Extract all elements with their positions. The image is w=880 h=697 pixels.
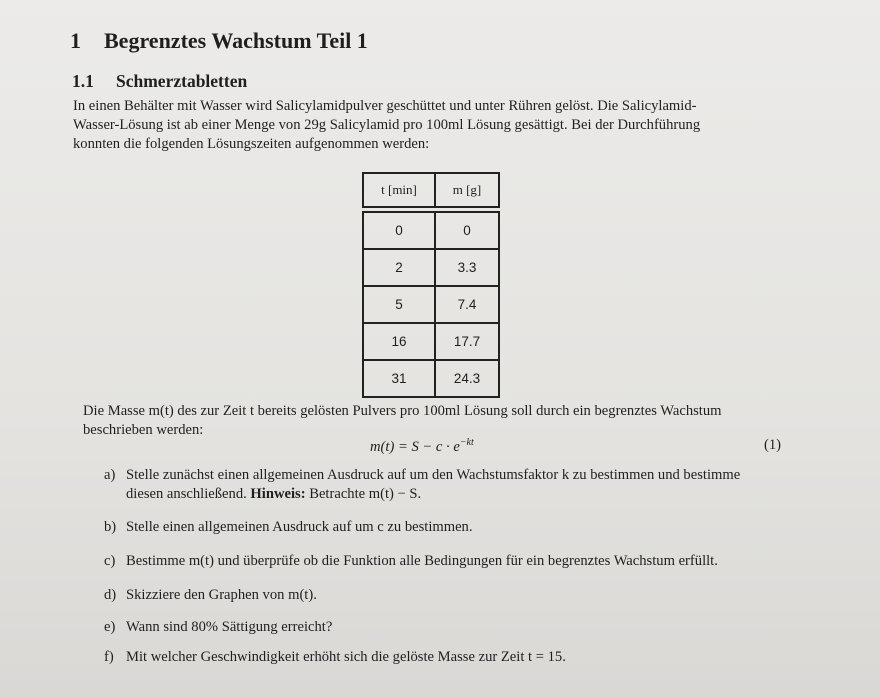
table-header-mass: m [g] (435, 173, 499, 207)
task-label: c) (104, 553, 116, 569)
subsection-number: 1.1 (72, 71, 94, 91)
section-number: 1 (70, 28, 81, 53)
description-paragraph (83, 402, 793, 440)
task-text: Skizziere den Graphen von m(t). (126, 587, 317, 603)
description-line: Die Masse m(t) des zur Zeit t bereits gelösten Pulvers pro 100ml Lösung soll durch ein begrenztes Wachstum (83, 403, 722, 419)
table-header-time: t [min] (363, 173, 435, 207)
table-cell: 0 (363, 212, 435, 249)
table-row (363, 286, 499, 323)
section-title: Begrenztes Wachstum Teil 1 (104, 28, 368, 53)
subsection-title: Schmerztabletten (116, 71, 248, 91)
task-b (104, 518, 794, 537)
table-row (363, 212, 499, 249)
table-cell: 3.3 (435, 249, 499, 286)
formula-text: m(t) = S − c · e (370, 438, 460, 455)
table-row (363, 249, 499, 286)
table-row (363, 323, 499, 360)
table-cell: 7.4 (435, 286, 499, 323)
intro-paragraph (73, 97, 793, 154)
hint-label: Hinweis: (250, 486, 306, 502)
table-cell: 31 (363, 360, 435, 397)
task-a (104, 466, 794, 504)
task-text: Stelle zunächst einen allgemeinen Ausdruck auf um den Wachstumsfaktor k zu bestimmen und bestimme (126, 467, 741, 483)
task-c (104, 552, 794, 571)
table-cell: 17.7 (435, 323, 499, 360)
table-row (363, 360, 499, 397)
task-d (104, 586, 794, 605)
task-text: Bestimme m(t) und überprüfe ob die Funktion alle Bedingungen für ein begrenztes Wachstum erfüllt. (126, 553, 718, 569)
table-cell: 0 (435, 212, 499, 249)
task-continuation (104, 485, 794, 504)
intro-line: In einen Behälter mit Wasser wird Salicylamidpulver geschüttet und unter Rühren gelöst. Die Salicylamid- (73, 98, 697, 114)
task-e (104, 618, 794, 637)
table-cell: 5 (363, 286, 435, 323)
task-label: b) (104, 519, 117, 535)
task-text: Wann sind 80% Sättigung erreicht? (126, 619, 333, 635)
table-cell: 2 (363, 249, 435, 286)
task-text: diesen anschließend. (126, 486, 251, 502)
task-f (104, 648, 794, 667)
section-heading (70, 28, 368, 54)
task-label: d) (104, 587, 117, 603)
task-label: f) (104, 649, 114, 665)
formula-exponent: −kt (459, 437, 474, 448)
task-label: a) (104, 467, 116, 483)
task-text: Mit welcher Geschwindigkeit erhöht sich die gelöste Masse zur Zeit t = 15. (126, 649, 566, 665)
task-text: Stelle einen allgemeinen Ausdruck auf um c zu bestimmen. (126, 519, 473, 535)
description-line: beschrieben werden: (83, 422, 204, 438)
data-table (362, 172, 500, 398)
subsection-heading (72, 71, 247, 92)
growth-formula (370, 437, 474, 456)
table-cell: 16 (363, 323, 435, 360)
task-label: e) (104, 619, 116, 635)
table-cell: 24.3 (435, 360, 499, 397)
equation-number: (1) (764, 437, 782, 453)
task-text: Betrachte m(t) − S. (305, 486, 422, 502)
intro-line: Wasser-Lösung ist ab einer Menge von 29g Salicylamid pro 100ml Lösung gesättigt. Bei der Durchführung (73, 117, 701, 133)
intro-line: konnten die folgenden Lösungszeiten aufgenommen werden: (73, 136, 430, 152)
